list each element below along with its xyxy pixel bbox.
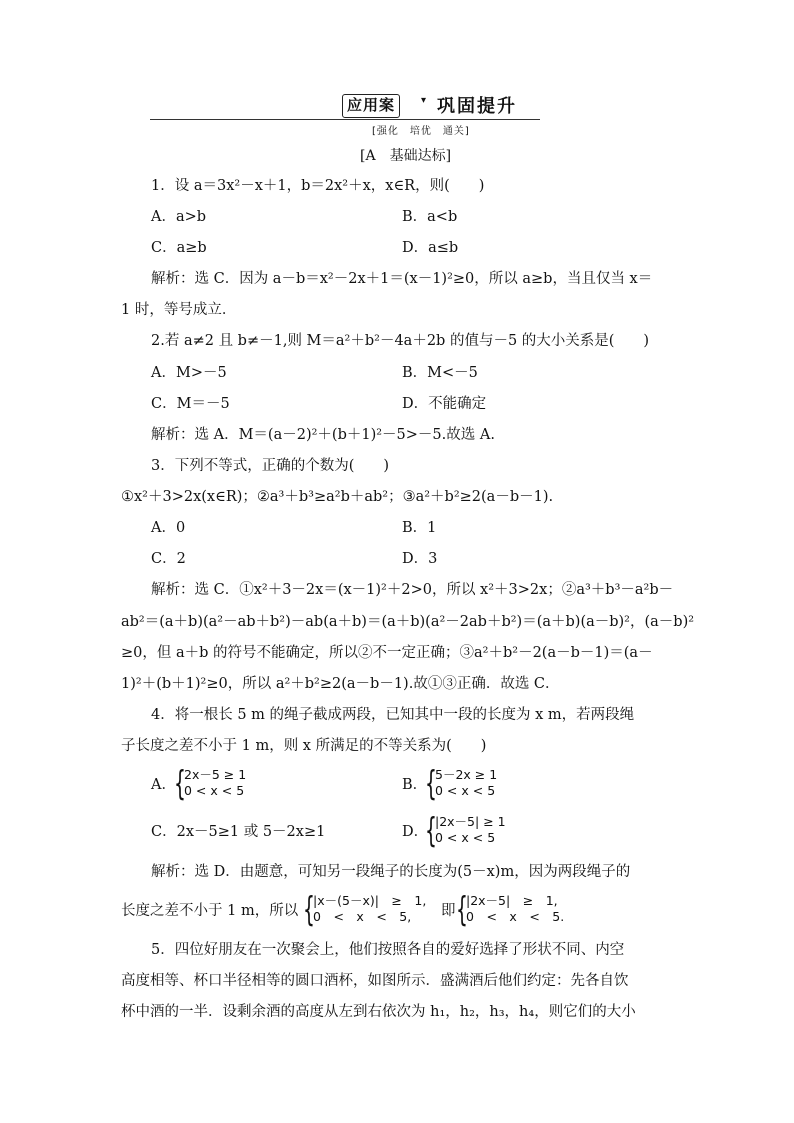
section-title: [A 基础达标] — [360, 148, 452, 164]
q3-stem: 3．下列不等式，正确的个数为( ) — [151, 458, 390, 474]
q4-solution-line2-text: 长度之差不小于 1 m，所以 — [121, 903, 299, 919]
q4-option-d-label: D． — [402, 824, 429, 840]
q1-option-c: C．a≥b — [151, 240, 207, 256]
q1-solution-line1: 解析：选 C．因为 a－b＝x²－2x＋1＝(x－1)²≥0，所以 a≥b，当且仅当 x＝ — [151, 271, 653, 287]
header-arrow-icon: ▾ — [421, 95, 427, 106]
header-divider — [150, 119, 540, 120]
q4-option-a-system — [174, 764, 274, 804]
header-title: 巩固提升 — [437, 96, 517, 117]
q2-solution: 解析：选 A．M＝(a－2)²＋(b＋1)²－5>－5.故选 A. — [151, 427, 495, 443]
q3-solution-line1: 解析：选 C．①x²＋3－2x＝(x－1)²＋2>0，所以 x²＋3>2x；②a³＋b³－a²b－ — [151, 582, 674, 598]
q1-solution-line2: 1 时，等号成立． — [121, 302, 237, 318]
q3-option-a: A．0 — [151, 520, 186, 536]
brace-icon: { — [174, 764, 186, 804]
q5-line2: 高度相等、杯口半径相等的圆口酒杯，如图所示．盛满酒后他们约定：先各自饮 — [121, 973, 629, 989]
q4-stem-line2: 子长度之差不小于 1 m，则 x 所满足的不等关系为( ) — [121, 738, 487, 754]
q3-statements: ①x²＋3>2x(x∈R)；②a³＋b³≥a²b＋ab²；③a²＋b²≥2(a－b－1). — [121, 489, 554, 505]
q2-option-d: D．不能确定 — [402, 396, 487, 412]
system-row: 0 < x < 5 — [184, 783, 245, 798]
q2-option-b: B．M<－5 — [402, 365, 478, 381]
q4-option-b-system — [425, 764, 525, 804]
q4-option-b-label: B． — [402, 777, 428, 793]
q1-stem: 1．设 a＝3x²－x＋1，b＝2x²＋x，x∈R，则( ) — [151, 178, 485, 194]
q4-solution-line1: 解析：选 D．由题意，可知另一段绳子的长度为(5－x)m，因为两段绳子的 — [151, 864, 631, 880]
brace-icon: { — [303, 890, 315, 930]
q1-option-a: A．a>b — [151, 209, 207, 225]
q2-option-a: A．M>－5 — [151, 365, 227, 381]
q4-option-c: C．2x－5≥1 或 5－2x≥1 — [151, 824, 326, 840]
q4-solution-system-1 — [303, 890, 433, 930]
system-row: 0 < x < 5 — [435, 830, 496, 845]
brace-icon: { — [425, 811, 437, 851]
brace-icon: { — [425, 764, 437, 804]
q5-line1: 5．四位好朋友在一次聚会上，他们按照各自的爱好选择了形状不同、内空 — [151, 942, 625, 958]
q4-option-d-system — [425, 811, 535, 851]
system-row: |2x－5| ≥ 1, — [466, 893, 558, 908]
q3-solution-line4: 1)²＋(b＋1)²≥0，所以 a²＋b²≥2(a－b－1).故①③正确．故选 C． — [121, 676, 560, 692]
q3-solution-line3: ≥0，但 a＋b 的符号不能确定，所以②不一定正确；③a²＋b²－2(a－b－1)＝(a－ — [121, 645, 653, 661]
q4-option-a-label: A． — [151, 777, 176, 793]
q4-solution-connector: 即 — [441, 903, 456, 919]
q3-option-c: C．2 — [151, 551, 186, 567]
page-header — [150, 92, 540, 138]
q3-option-b: B．1 — [402, 520, 437, 536]
header-label: 应用案 — [342, 94, 400, 118]
system-row: 0 < x < 5 — [435, 783, 496, 798]
system-row: |x－(5－x)| ≥ 1, — [313, 893, 427, 908]
header-subtitle: [强化 培优 通关] — [372, 126, 470, 137]
q3-solution-line2: ab²＝(a＋b)(a²－ab＋b²)－ab(a＋b)＝(a＋b)(a²－2ab＋b²)＝(a＋b)(a－b)²，(a－b)² — [121, 614, 695, 630]
q2-stem: 2.若 a≠2 且 b≠－1,则 M＝a²＋b²－4a＋2b 的值与－5 的大小关系是( ) — [151, 333, 650, 349]
q1-option-b: B．a<b — [402, 209, 458, 225]
system-row: 2x－5 ≥ 1 — [184, 767, 247, 782]
system-row: 0 < x < 5, — [313, 909, 412, 924]
q2-option-c: C．M＝－5 — [151, 396, 230, 412]
q3-option-d: D．3 — [402, 551, 438, 567]
q5-line3: 杯中酒的一半．设剩余酒的高度从左到右依次为 h₁，h₂，h₃，h₄，则它们的大小 — [121, 1004, 636, 1020]
brace-icon: { — [456, 890, 468, 930]
system-row: 5－2x ≥ 1 — [435, 767, 498, 782]
system-row: |2x－5| ≥ 1 — [435, 814, 506, 829]
q4-solution-system-2 — [456, 890, 576, 930]
system-row: 0 < x < 5. — [466, 909, 565, 924]
q4-stem-line1: 4．将一根长 5 m 的绳子截成两段，已知其中一段的长度为 x m，若两段绳 — [151, 707, 635, 723]
q1-option-d: D．a≤b — [402, 240, 459, 256]
